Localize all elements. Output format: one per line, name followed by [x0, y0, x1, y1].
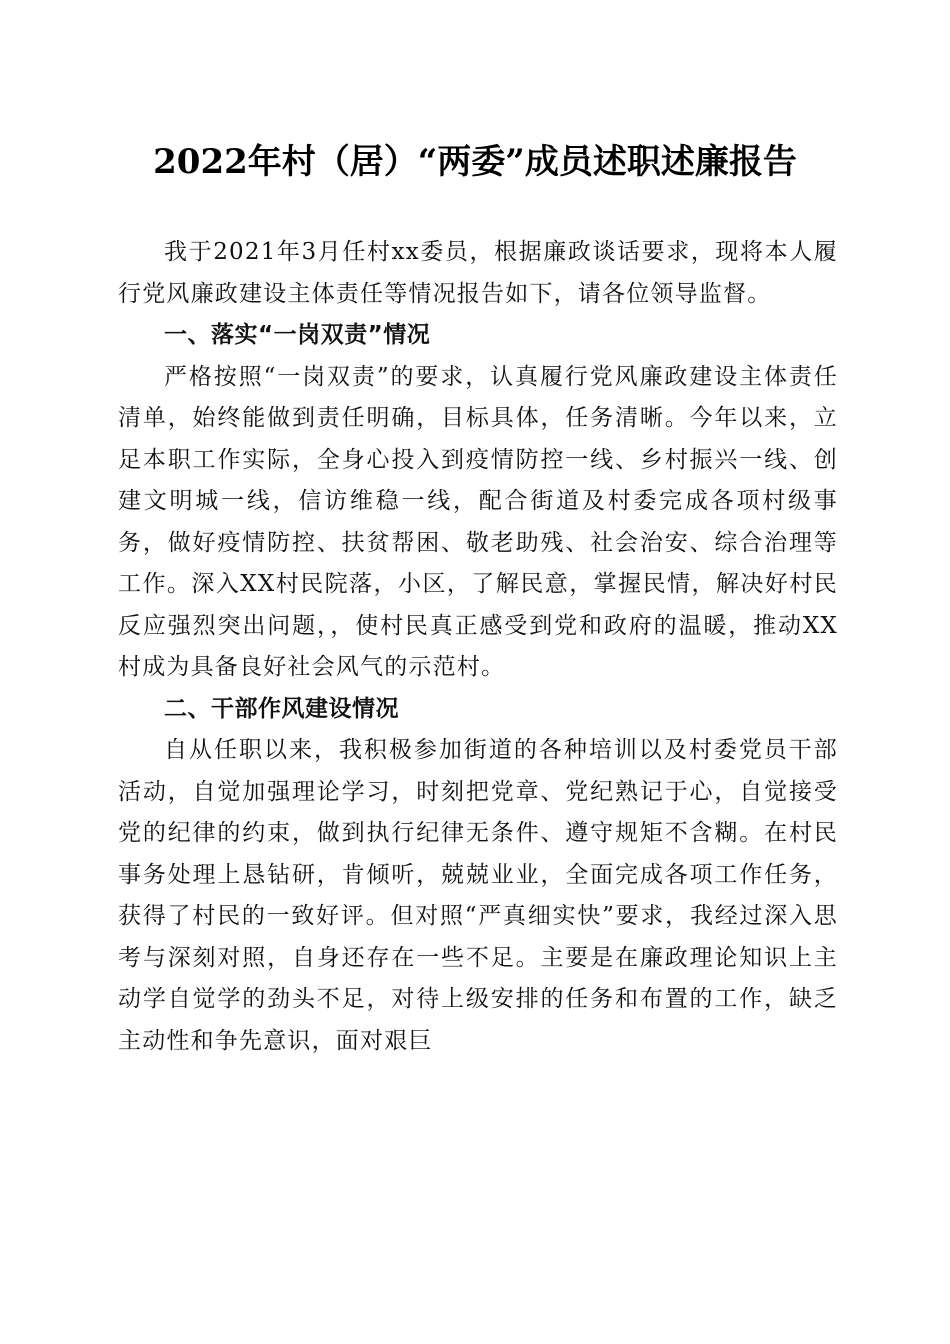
section-heading-1: 一、落实“一岗双责”情况 [164, 322, 431, 348]
section-heading-2: 二、干部作风建设情况 [164, 695, 399, 722]
section-paragraph-1: 严格按照“一岗双责”的要求，认真履行党风廉政建设主体责任清单，始终能做到责任明确，目标具体，任务清晰。今年以来，立足本职工作实际，全身心投入到疫情防控一线、乡村振兴一线、创建文明城一线，信访维稳一线，配合街道及村委完成各项村级事务，做好疫情防控、扶贫帮困、敬老助残、社会治安、综合治理等工作。深入XX村民院落，小区，了解民意，掌握民情，解决好村民反应强烈突出问题，，使村民真正感受到党和政府的温暖，推动XX村成为具备良好社会风气的示范村。 [118, 363, 838, 680]
document-body [118, 232, 838, 1062]
intro-paragraph: 我于2021年3月任村xx委员，根据廉政谈话要求，现将本人履行党风廉政建设主体责任等情况报告如下，请各位领导监督。 [118, 239, 838, 307]
document-title: 2022年村（居）“两委”成员述职述廉报告 [153, 142, 797, 182]
section-paragraph-2: 自从任职以来，我积极参加街道的各种培训以及村委党员干部活动，自觉加强理论学习，时刻把党章、党纪熟记于心，自觉接受党的纪律的约束，做到执行纪律无条件、遵守规矩不含糊。在村民事务处理上恳钻研，肯倾听，兢兢业业，全面完成各项工作任务，获得了村民的一致好评。但对照“严真细实快”要求，我经过深入思考与深刻对照，自身还存在一些不足。主要是在廉政理论知识上主动学自觉学的劲头不足，对待上级安排的任务和布置的工作，缺乏主动性和争先意识，面对艰巨 [118, 737, 838, 1054]
